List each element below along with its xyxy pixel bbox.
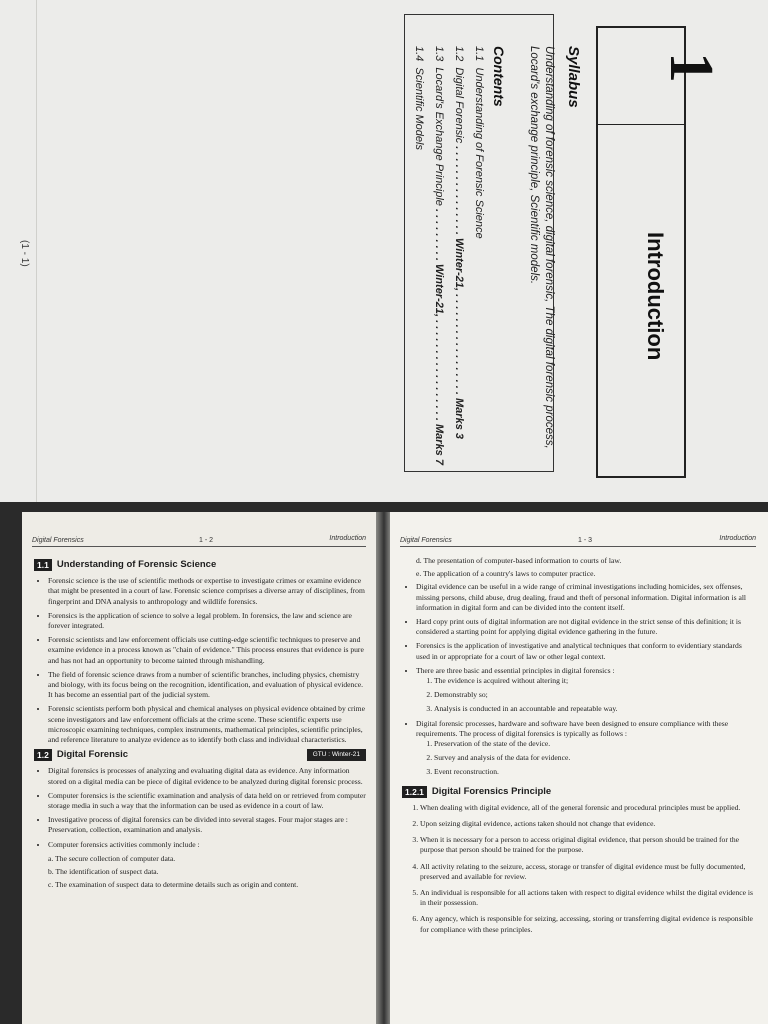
page-header bbox=[32, 534, 366, 547]
syllabus-heading: Syllabus bbox=[565, 46, 582, 108]
principles-rules-list bbox=[402, 803, 756, 935]
header-chapter: Introduction bbox=[329, 535, 366, 542]
sub-item: b. The identification of suspect data. bbox=[48, 867, 159, 877]
chapter-title-box bbox=[596, 26, 686, 478]
list-item: • Computer forensics activities commonly include : bbox=[48, 840, 366, 850]
chapter-title: Introduction bbox=[643, 232, 668, 361]
sub-item: a. The secure collection of computer data. bbox=[48, 853, 176, 863]
header-chapter: Introduction bbox=[719, 535, 756, 542]
section-title: Digital Forensics Principle bbox=[431, 785, 552, 797]
section-heading bbox=[34, 559, 366, 571]
contents-item: 1.2 Digital Forensic . . . . . . . . . . . . . . . Winter-21, . . . . . . . . . . . . . . . . . Marks 3 bbox=[453, 46, 465, 439]
principle-item: 2. Demonstrably so; bbox=[434, 690, 756, 700]
principle-item: 3. Analysis is conducted in an accountable and repeatable way. bbox=[434, 704, 756, 714]
contents-item: 1.3 Locard's Exchange Principle . . . . . . . . . Winter-21, . . . . . . . . . . . . . . . . . Marks 7 bbox=[433, 46, 445, 465]
list-item: • Forensics is the application of investigative and analytical techniques that conform to evidentiary standards used in or appropriate for a court of law or other legal context. bbox=[416, 641, 756, 661]
list-item: • There are three basic and essential principles in digital forensics : 1. The evidence is acquired without altering it; 2. Demonstrably so; 3. Analysis is conducted in an accountable and repeatable way. bbox=[416, 666, 756, 715]
header-book-title: Digital Forensics bbox=[400, 537, 452, 544]
rule-item: 3. When it is necessary for a person to access original digital evidence, that person should be trained for the purpose that person should be trained for the purpose. bbox=[420, 835, 756, 855]
header-page-number: 1 - 2 bbox=[199, 537, 214, 544]
rule-item: 2. Upon seizing digital evidence, actions taken should not change that evidence. bbox=[420, 819, 756, 829]
chapter-box-divider bbox=[598, 124, 684, 125]
list-item: • Computer forensics is the scientific examination and analysis of data held on or retrieved from computer storage media in such a way that the information can be used as evidence in a court of law. bbox=[48, 791, 366, 811]
list-item: • Forensics is the application of science to solve a legal problem. In forensics, the law and science are forever integrated. bbox=[48, 611, 366, 631]
bullet-list bbox=[34, 766, 366, 849]
page-fold-line bbox=[36, 0, 37, 502]
list-item: • Digital forensics is processes of analyzing and evaluating digital data as evidence. Any information stored on a digital media can be piece of digital evidence to be analyzed during digital forensic process. bbox=[48, 766, 366, 786]
contents-heading: Contents bbox=[491, 46, 507, 107]
process-steps-list bbox=[416, 739, 756, 778]
rule-item: 6. Any agency, which is responsible for seizing, accessing, storing or transferring digital evidence is responsible for compliance with these principles. bbox=[420, 914, 756, 934]
page-header bbox=[400, 534, 756, 547]
list-item: • Investigative process of digital forensics can be divided into several stages. Four major stages are : Preservation, collection, examination and analysis. bbox=[48, 815, 366, 835]
left-page bbox=[22, 512, 378, 1024]
section-number: 1.1 bbox=[34, 559, 52, 571]
header-book-title: Digital Forensics bbox=[32, 537, 84, 544]
page-body bbox=[402, 556, 756, 941]
list-item: • Digital evidence can be useful in a wide range of criminal investigations including homicides, sex offenses, missing persons, child abuse, drug dealing, fraud and theft of personal information. Digital information is all information in digital form and can be divided into the content itself. bbox=[416, 582, 756, 613]
principle-item: 1. The evidence is acquired without altering it; bbox=[434, 676, 756, 686]
header-page-number: 1 - 3 bbox=[578, 537, 593, 544]
page-number-marker: (1 - 1) bbox=[19, 240, 30, 267]
list-item: • Digital forensic processes, hardware and software have been designed to ensure compliance with these requirements. The process of digital forensics is typically as follows : 1. Preservation of the state of the device. 2. Survey and analysis of the data for evidence. 3. Event reconstruction. bbox=[416, 719, 756, 778]
rule-item: 5. An individual is responsible for all actions taken with respect to digital evidence whilst the digital evidence is in their possession. bbox=[420, 888, 756, 908]
contents-item: 1.4 Scientific Models bbox=[413, 46, 425, 150]
chapter-opening-page bbox=[0, 0, 768, 502]
list-item: • Forensic science is the use of scientific methods or expertise to investigate crimes or examine evidence that might be presented in a court of law. Forensic science comprises a diverse array of disciplines, from fingerprint and DNA analysis to anthropology and wildlife forensics. bbox=[48, 576, 366, 607]
section-number: 1.2 bbox=[34, 749, 52, 761]
process-step: 2. Survey and analysis of the data for evidence. bbox=[434, 753, 756, 763]
principles-list bbox=[416, 676, 756, 715]
section-number: 1.2.1 bbox=[402, 786, 427, 798]
exam-badge: GTU : Winter-21 bbox=[307, 749, 366, 761]
sub-item: c. The examination of suspect data to determine details such as origin and content. bbox=[48, 880, 299, 890]
bullet-list bbox=[402, 582, 756, 777]
process-step: 3. Event reconstruction. bbox=[434, 767, 756, 777]
contents-item: 1.1 Understanding of Forensic Science bbox=[473, 46, 485, 239]
rule-item: 4. All activity relating to the seizure, access, storage or transfer of digital evidence must be fully documented, preserved and available for review. bbox=[420, 862, 756, 882]
section-title: Digital Forensic bbox=[56, 749, 129, 761]
section-heading bbox=[402, 786, 756, 798]
bullet-list bbox=[34, 576, 366, 745]
section-heading bbox=[34, 749, 366, 761]
sub-item: e. The application of a country's laws to computer practice. bbox=[416, 569, 596, 579]
list-item: • Forensic scientists perform both physical and chemical analyses on physical evidence obtained by crime scene investigators and law enforcement officials at the crime scene. These scientific experts use microscopic examining techniques, complex instruments, mathematical principles, scientific principles, and reference literature to analyze evidence as to identify both class and individual characteristics. bbox=[48, 704, 366, 745]
list-item: • The field of forensic science draws from a number of scientific branches, including physics, chemistry and biology, with its focus being on the recognition, identification, and evaluation of physical evidence. It has become an essential part of the judicial system. bbox=[48, 670, 366, 701]
rule-item: 1. When dealing with digital evidence, all of the general forensic and procedural principles must be applied. bbox=[420, 803, 756, 813]
chapter-number: 1 bbox=[657, 52, 725, 83]
section-title: Understanding of Forensic Science bbox=[56, 559, 217, 570]
list-item: • Forensic scientists and law enforcement officials use cutting-edge scientific techniques to preserve and examine evidence in a process known as "chain of evidence." This process ensures that evidence is pure and has not had an opportunity to become tainted through mishandling. bbox=[48, 635, 366, 666]
page-body bbox=[34, 556, 366, 893]
process-step: 1. Preservation of the state of the device. bbox=[434, 739, 756, 749]
sub-item: d. The presentation of computer-based information to courts of law. bbox=[416, 556, 622, 565]
syllabus-text: Understanding of forensic science, digital forensic, The digital forensic process, Locard's exchange principle, Scientific models. bbox=[528, 46, 555, 449]
list-item: • Hard copy print outs of digital information are not digital evidence in the strict sense of this definition; it is considered a starting point for applying digital evidence gathering in the future. bbox=[416, 617, 756, 637]
right-page bbox=[390, 512, 768, 1024]
